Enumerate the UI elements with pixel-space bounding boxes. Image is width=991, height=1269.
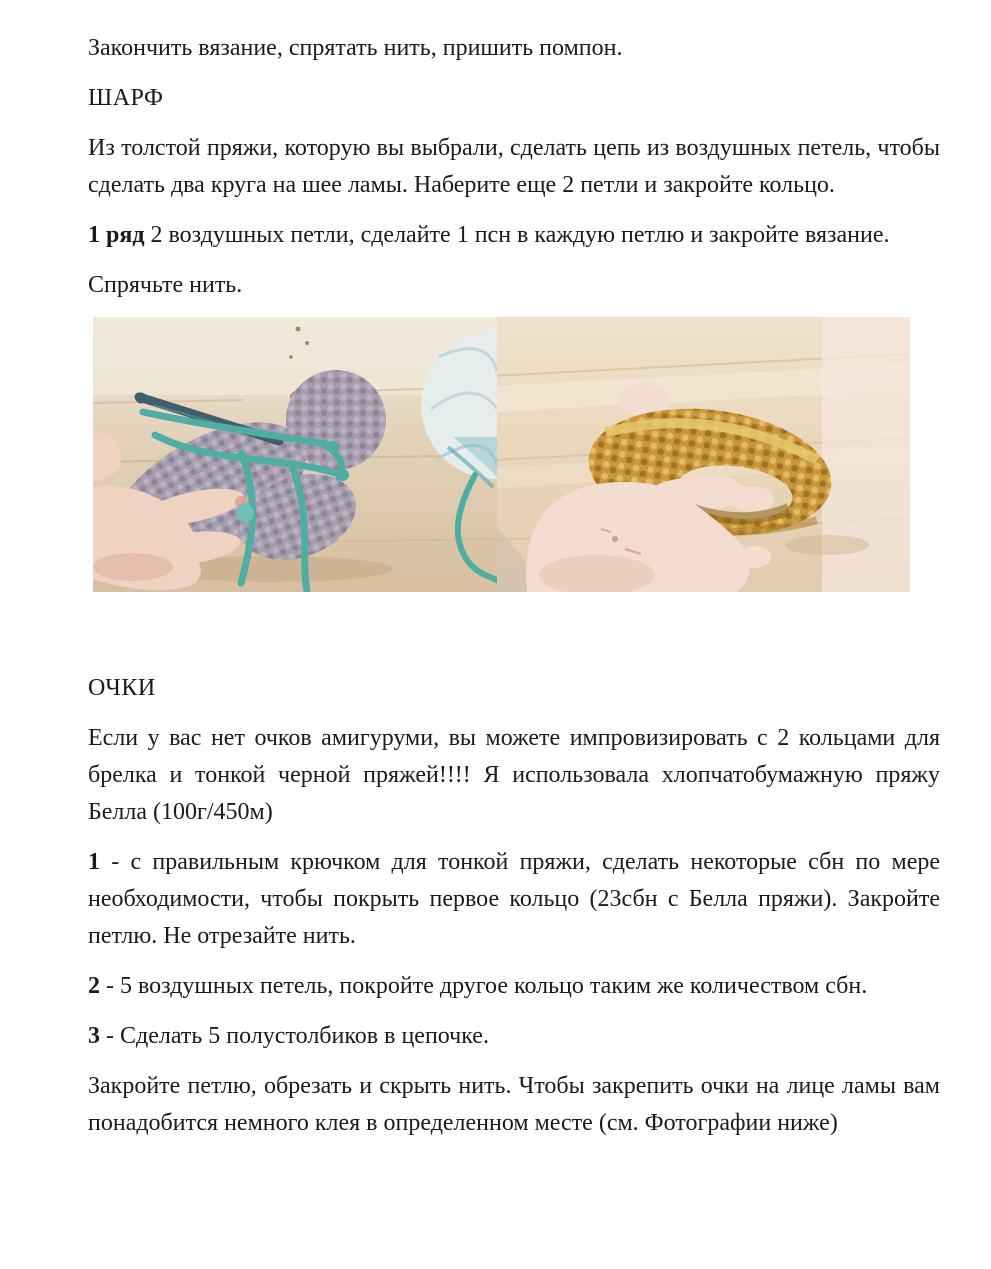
step1-text: - с правильным крючком для тонкой пряжи, сделать некоторые сбн по мере необходимости, чтобы покрыть первое кольцо (23сбн с Белла пряжи). Закройте петлю. Не отрезайте нить. <box>88 849 940 949</box>
teal-yarn-knot <box>337 469 349 481</box>
step2-text: - 5 воздушных петель, покройте другое кольцо таким же количеством сбн. <box>106 973 868 999</box>
heading-glasses: ОЧКИ <box>88 675 156 701</box>
photo-row <box>93 317 940 592</box>
paragraph-finish-pompom: Закончить вязание, спрятать нить, пришить помпон. <box>88 35 623 61</box>
heading-scarf: ШАРФ <box>88 85 164 111</box>
paragraph-closing: Закройте петлю, обрезать и скрыть нить. Чтобы закрепить очки на лице ламы вам понадобится немного клея в определенном месте (см. Фотографии ниже) <box>88 1073 940 1136</box>
hand-shading <box>93 553 173 581</box>
paragraph-row1 <box>88 217 940 254</box>
step3-number-label: 3 <box>88 1023 100 1049</box>
teal-yarn-knot <box>327 441 339 453</box>
step1-number-label: 1 <box>88 849 100 875</box>
paragraph-scarf-intro: Из толстой пряжи, которую вы выбрали, сделать цепь из воздушных петель, чтобы сделать два круга на шее ламы. Наберите еще 2 петли и закройте кольцо. <box>88 135 940 198</box>
paragraph-step3 <box>88 1018 940 1055</box>
paragraph-step1 <box>88 844 940 955</box>
photo-left-crochet-work <box>93 317 497 592</box>
paragraph-step2 <box>88 968 940 1005</box>
step3-text: - Сделать 5 полустолбиков в цепочке. <box>106 1023 489 1049</box>
ring-shadow-on-wood <box>785 535 869 555</box>
row1-number-label: 1 ряд <box>88 222 145 248</box>
row1-text: 2 воздушных петли, сделайте 1 псн в каждую петлю и закройте вязание. <box>150 222 890 248</box>
step2-number-label: 2 <box>88 973 100 999</box>
teal-yarn-bobble <box>236 504 254 522</box>
photo-right-yellow-ring <box>497 317 910 592</box>
paragraph-hide-thread: Спрячьте нить. <box>88 272 243 298</box>
paragraph-glasses-intro: Если у вас нет очков амигуруми, вы можете импровизировать с 2 кольцами для брелка и тонкой черной пряжей!!!! Я использовала хлопчатобумажную пряжу Белла (100г/450м) <box>88 725 940 825</box>
